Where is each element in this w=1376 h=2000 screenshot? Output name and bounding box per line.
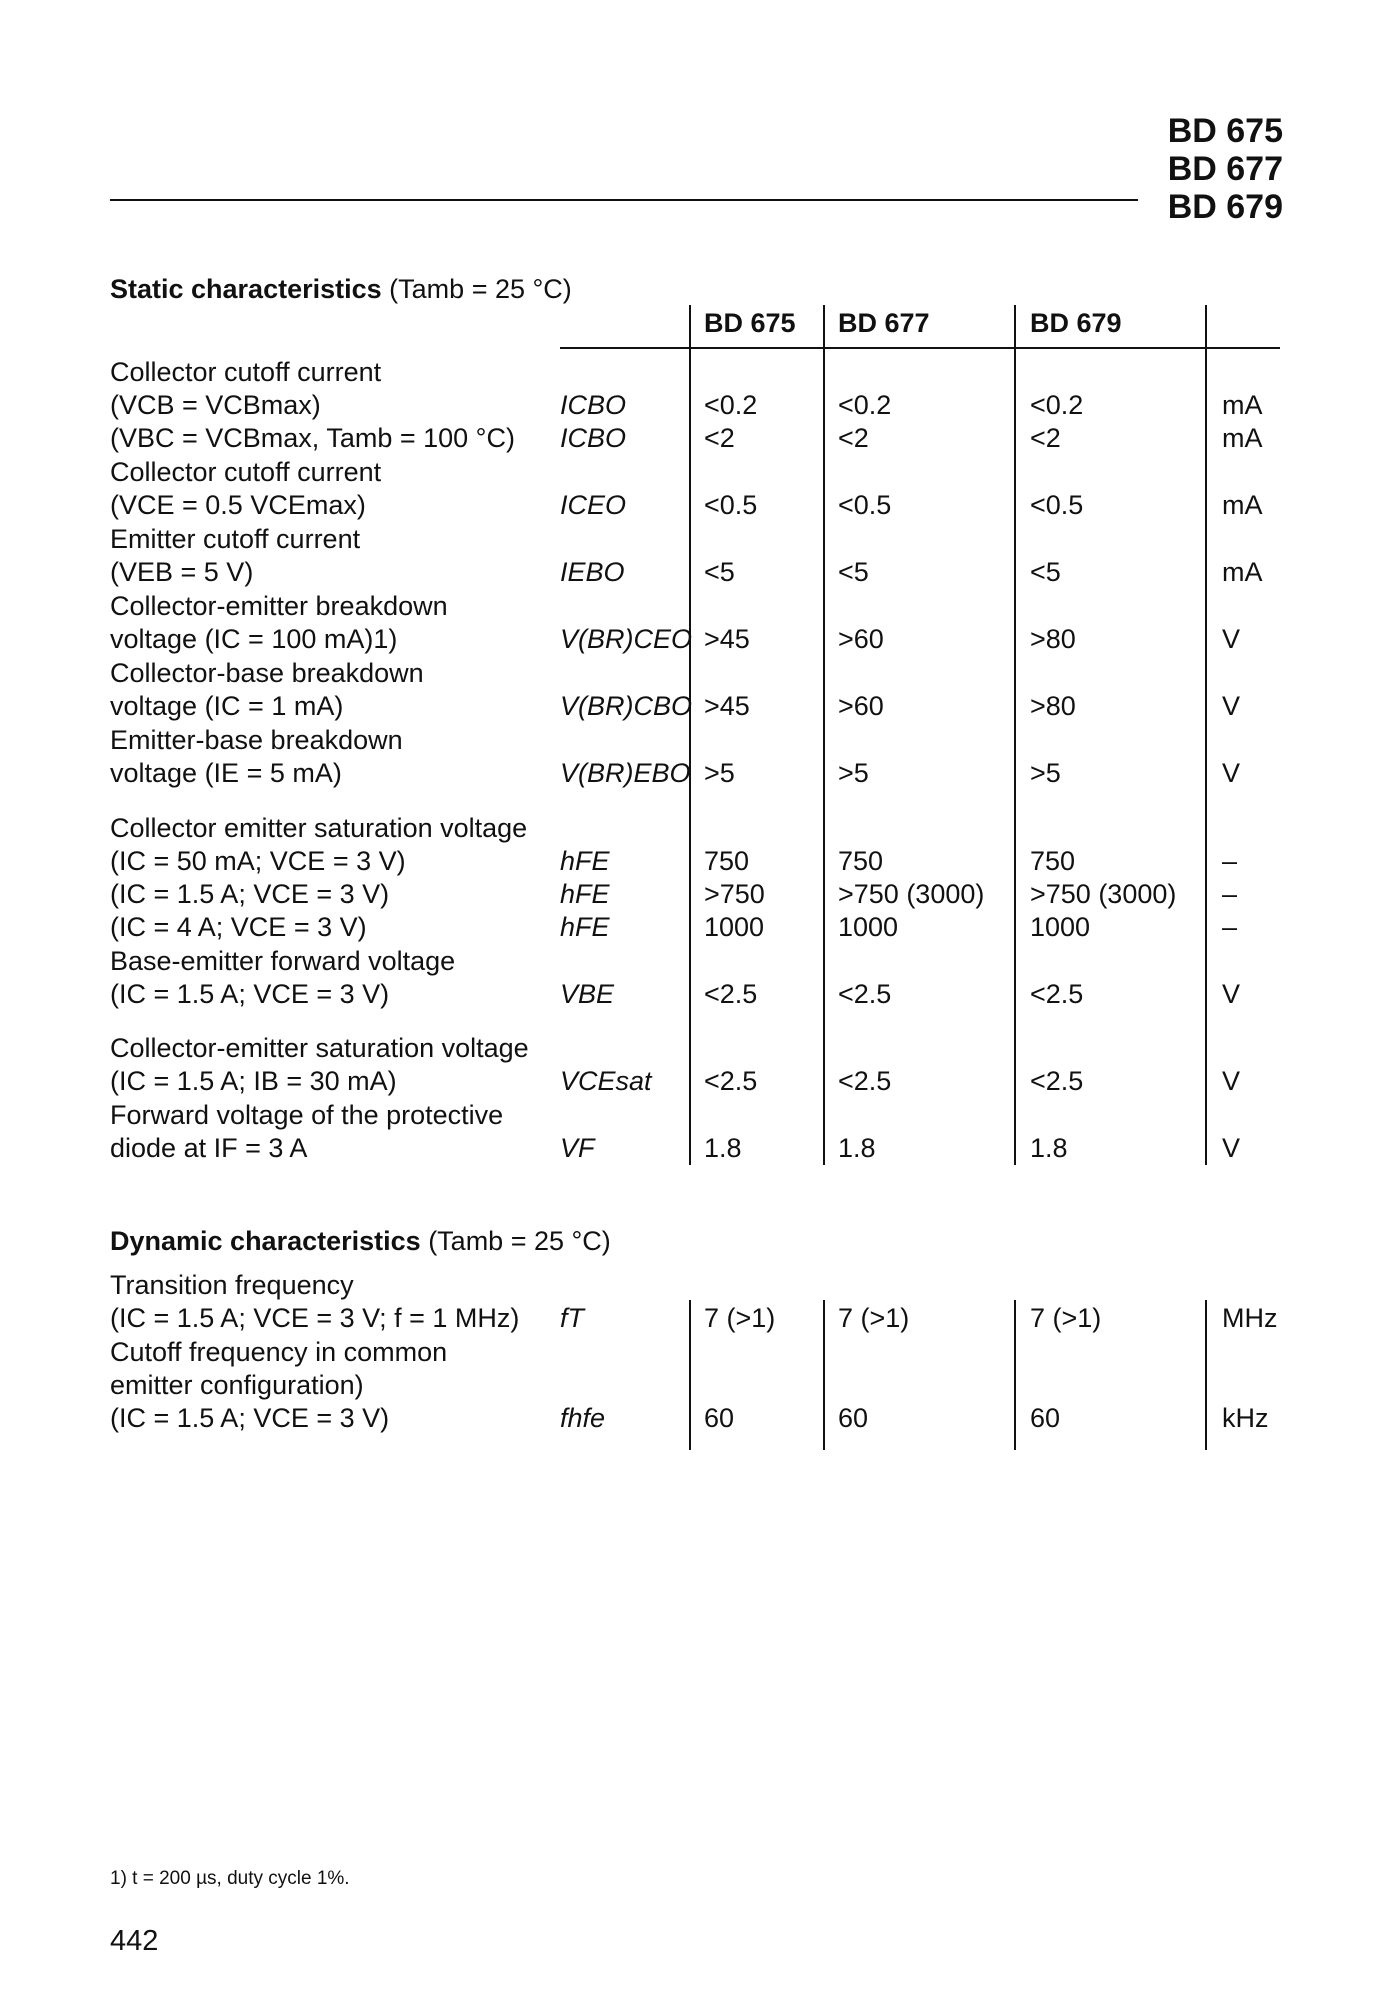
column-header-bd675: BD 675 — [704, 308, 796, 338]
value-bd675: >45 — [704, 624, 750, 654]
value-bd679: <0.2 — [1030, 390, 1084, 420]
static-divider-2 — [823, 305, 825, 1165]
static-divider-1 — [689, 305, 691, 1165]
row-symbol: fT — [560, 1303, 584, 1333]
value-bd679: 7 (>1) — [1030, 1303, 1102, 1333]
static-title-text: Static characteristics — [110, 274, 382, 304]
value-bd675: 1.8 — [704, 1133, 742, 1163]
row-label: voltage (IC = 1 mA) — [110, 691, 344, 721]
value-bd675: 7 (>1) — [704, 1303, 776, 1333]
row-label: (IC = 1.5 A; IB = 30 mA) — [110, 1066, 397, 1096]
column-header-bd679: BD 679 — [1030, 308, 1122, 338]
value-bd675: <5 — [704, 557, 735, 587]
row-unit: kHz — [1222, 1403, 1269, 1433]
value-bd677: 750 — [838, 846, 884, 876]
value-bd675: <2 — [704, 423, 735, 453]
row-label: Emitter-base breakdown — [110, 725, 403, 755]
row-unit: MHz — [1222, 1303, 1278, 1333]
static-section-title — [110, 274, 572, 305]
value-bd679: >80 — [1030, 691, 1076, 721]
value-bd679: <0.5 — [1030, 490, 1084, 520]
value-bd675: <2.5 — [704, 1066, 758, 1096]
value-bd677: >750 (3000) — [838, 879, 985, 909]
row-symbol: VCEsat — [560, 1066, 652, 1096]
dynamic-title-condition: (Tamb = 25 °C) — [428, 1226, 611, 1256]
value-bd675: >45 — [704, 691, 750, 721]
header-rule — [110, 199, 1138, 201]
row-symbol: hFE — [560, 846, 610, 876]
row-label: Base-emitter forward voltage — [110, 946, 456, 976]
row-label: Collector cutoff current — [110, 457, 382, 487]
value-bd675: >5 — [704, 758, 735, 788]
row-label: (IC = 1.5 A; VCE = 3 V) — [110, 1403, 390, 1433]
dynamic-divider-3 — [1014, 1300, 1016, 1450]
dynamic-divider-1 — [689, 1300, 691, 1450]
value-bd679: >5 — [1030, 758, 1061, 788]
value-bd677: 1000 — [838, 912, 899, 942]
value-bd677: 1.8 — [838, 1133, 876, 1163]
row-symbol: hFE — [560, 912, 610, 942]
value-bd679: <2.5 — [1030, 979, 1084, 1009]
row-label: (VCE = 0.5 VCEmax) — [110, 490, 366, 520]
row-symbol: IEBO — [560, 557, 625, 587]
row-label: voltage (IC = 100 mA)1) — [110, 624, 398, 654]
static-divider-3 — [1014, 305, 1016, 1165]
value-bd679: 1.8 — [1030, 1133, 1068, 1163]
column-header-underline — [560, 347, 1280, 349]
row-label: Collector emitter saturation voltage — [110, 813, 528, 843]
value-bd677: <5 — [838, 557, 869, 587]
row-unit: mA — [1222, 490, 1263, 520]
row-unit: V — [1222, 691, 1241, 721]
row-label: Emitter cutoff current — [110, 524, 361, 554]
value-bd679: >80 — [1030, 624, 1076, 654]
row-label: Forward voltage of the protective — [110, 1100, 504, 1130]
row-label: Collector-base breakdown — [110, 658, 424, 688]
row-label: (IC = 4 A; VCE = 3 V) — [110, 912, 367, 942]
row-label: (IC = 1.5 A; VCE = 3 V; f = 1 MHz) — [110, 1303, 520, 1333]
page-number: 442 — [110, 1925, 159, 1957]
row-unit: V — [1222, 624, 1241, 654]
row-symbol: V(BR)CBO — [560, 691, 693, 721]
row-symbol: ICBO — [560, 390, 627, 420]
value-bd675: <2.5 — [704, 979, 758, 1009]
value-bd679: <2.5 — [1030, 1066, 1084, 1096]
column-header-bd677: BD 677 — [838, 308, 930, 338]
row-label: voltage (IE = 5 mA) — [110, 758, 342, 788]
row-symbol: V(BR)CEO — [560, 624, 693, 654]
row-unit: – — [1222, 879, 1238, 909]
row-unit: V — [1222, 1133, 1241, 1163]
value-bd675: 60 — [704, 1403, 735, 1433]
row-label: (VEB = 5 V) — [110, 557, 254, 587]
value-bd677: <0.2 — [838, 390, 892, 420]
row-label: Collector-emitter breakdown — [110, 591, 448, 621]
row-unit: – — [1222, 912, 1238, 942]
value-bd677: >60 — [838, 691, 884, 721]
value-bd675: 1000 — [704, 912, 765, 942]
type-number-3: BD 679 — [1167, 188, 1283, 226]
row-unit: mA — [1222, 390, 1263, 420]
row-symbol: ICEO — [560, 490, 627, 520]
row-label: (IC = 1.5 A; VCE = 3 V) — [110, 879, 390, 909]
static-title-condition: (Tamb = 25 °C) — [389, 274, 572, 304]
static-divider-4 — [1205, 305, 1207, 1165]
value-bd679: 1000 — [1030, 912, 1091, 942]
row-unit: mA — [1222, 423, 1263, 453]
row-symbol: V(BR)EBO — [560, 758, 691, 788]
value-bd677: <2.5 — [838, 1066, 892, 1096]
row-symbol: VF — [560, 1133, 595, 1163]
row-label: Transition frequency — [110, 1270, 354, 1300]
type-number-1: BD 675 — [1167, 112, 1283, 150]
value-bd675: <0.5 — [704, 490, 758, 520]
type-number-2: BD 677 — [1167, 150, 1283, 188]
row-unit: mA — [1222, 557, 1263, 587]
row-label: (VBC = VCBmax, Tamb = 100 °C) — [110, 423, 515, 453]
row-label: emitter configuration) — [110, 1370, 364, 1400]
dynamic-divider-4 — [1205, 1300, 1207, 1450]
dynamic-title-text: Dynamic characteristics — [110, 1226, 421, 1256]
value-bd677: >60 — [838, 624, 884, 654]
footnote: 1) t = 200 µs, duty cycle 1%. — [110, 1868, 350, 1889]
value-bd675: 750 — [704, 846, 750, 876]
value-bd677: 7 (>1) — [838, 1303, 910, 1333]
row-symbol: ICBO — [560, 423, 627, 453]
value-bd677: <0.5 — [838, 490, 892, 520]
value-bd679: <5 — [1030, 557, 1061, 587]
row-label: (IC = 50 mA; VCE = 3 V) — [110, 846, 406, 876]
row-label: diode at IF = 3 A — [110, 1133, 308, 1163]
row-unit: V — [1222, 1066, 1241, 1096]
row-unit: V — [1222, 979, 1241, 1009]
row-symbol: VBE — [560, 979, 615, 1009]
dynamic-divider-2 — [823, 1300, 825, 1450]
row-symbol: hFE — [560, 879, 610, 909]
row-label: (VCB = VCBmax) — [110, 390, 321, 420]
value-bd677: 60 — [838, 1403, 869, 1433]
value-bd675: >750 — [704, 879, 765, 909]
value-bd675: <0.2 — [704, 390, 758, 420]
value-bd677: <2 — [838, 423, 869, 453]
row-label: Collector cutoff current — [110, 357, 382, 387]
value-bd679: >750 (3000) — [1030, 879, 1177, 909]
dynamic-section-title — [110, 1226, 611, 1257]
value-bd679: 60 — [1030, 1403, 1061, 1433]
row-symbol: fhfe — [560, 1403, 606, 1433]
value-bd679: 750 — [1030, 846, 1076, 876]
value-bd677: >5 — [838, 758, 869, 788]
value-bd679: <2 — [1030, 423, 1061, 453]
row-label: (IC = 1.5 A; VCE = 3 V) — [110, 979, 390, 1009]
row-label: Cutoff frequency in common — [110, 1337, 448, 1367]
row-label: Collector-emitter saturation voltage — [110, 1033, 529, 1063]
row-unit: V — [1222, 758, 1241, 788]
row-unit: – — [1222, 846, 1238, 876]
value-bd677: <2.5 — [838, 979, 892, 1009]
